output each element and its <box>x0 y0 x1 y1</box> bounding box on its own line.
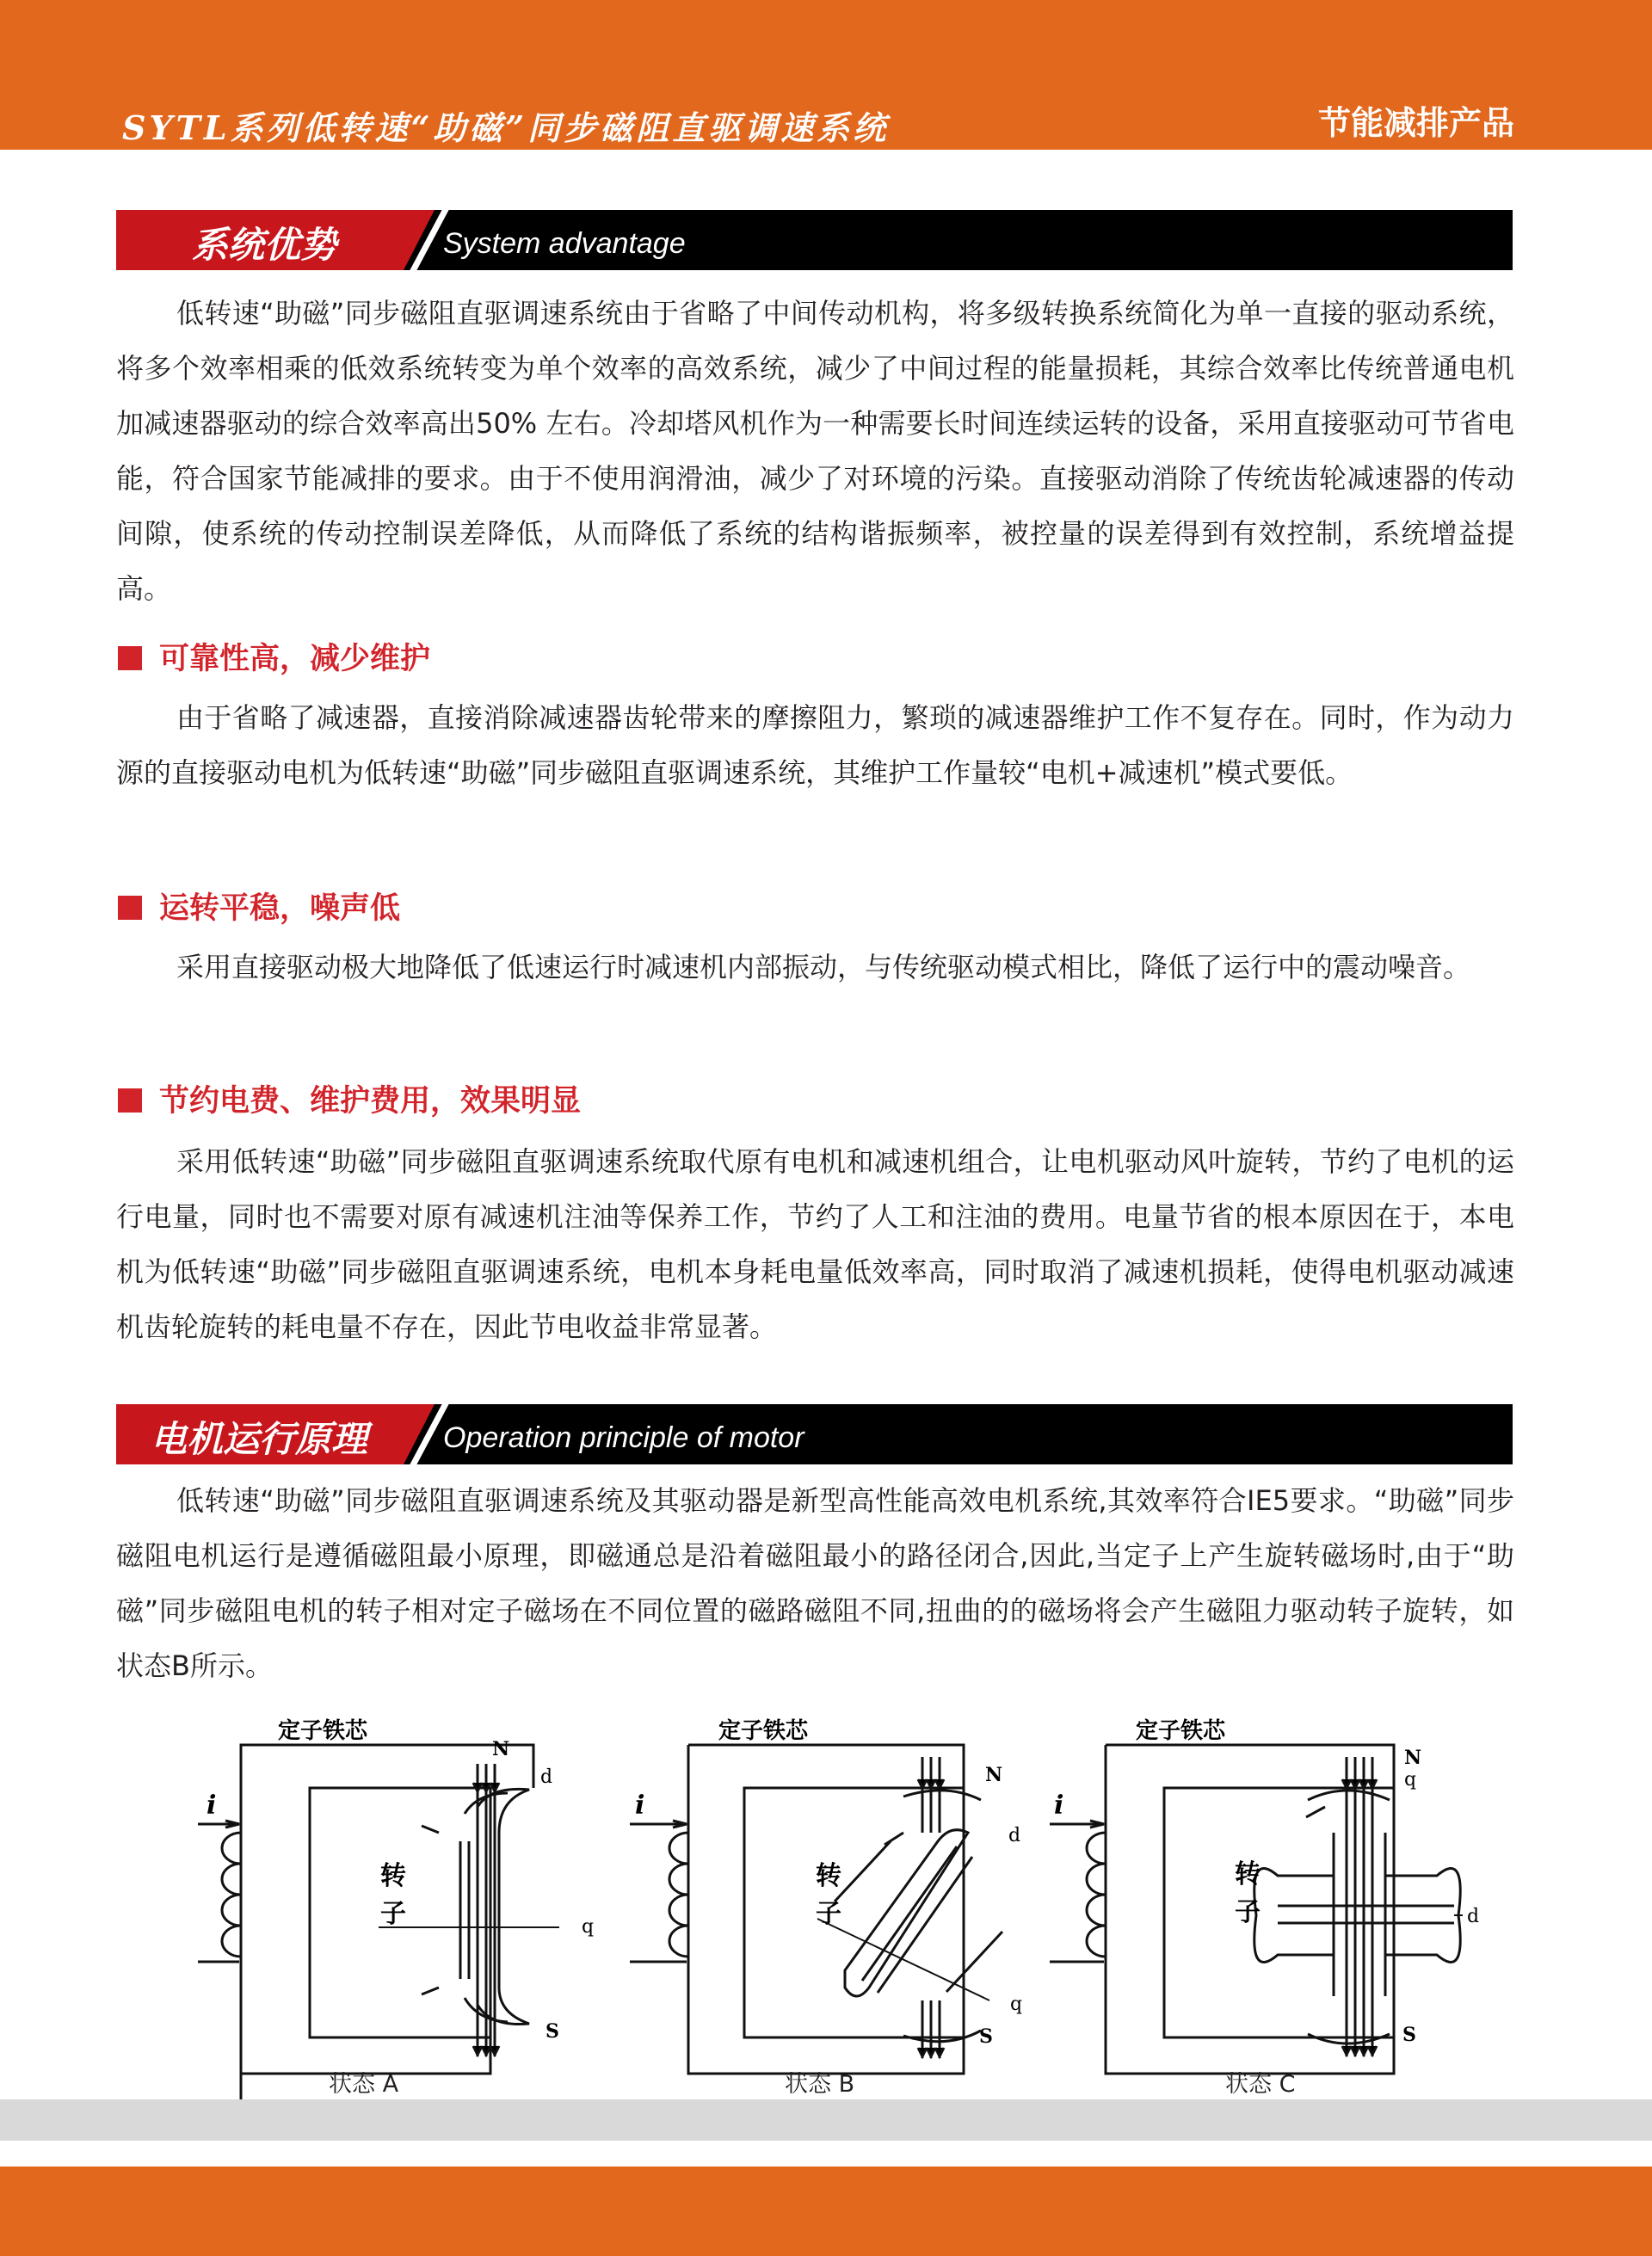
diagram-a-svg <box>181 1704 628 2108</box>
diagram-state-c <box>1050 1704 1497 2108</box>
stator-label: 定子铁芯 <box>1136 1718 1226 1744</box>
section-title-cn: 电机运行原理 <box>151 1418 368 1460</box>
diagram-state-b <box>620 1704 1067 2108</box>
header-title: SYTL系列低转速“助磁”同步磁阻直驱调速系统 <box>122 108 890 147</box>
diagram-b-svg <box>620 1704 1067 2108</box>
north-label: N <box>492 1738 510 1760</box>
bullet-square-icon <box>118 1088 142 1113</box>
diagram-state-a <box>181 1704 628 2108</box>
footer-orange-band <box>0 2167 1652 2256</box>
section-bar-advantage <box>116 210 1513 270</box>
q-axis-label: q <box>1010 1994 1023 2015</box>
north-label: N <box>985 1764 1003 1786</box>
south-label: S <box>1402 2024 1416 2046</box>
d-axis-label: d <box>1008 1825 1021 1846</box>
q-axis-label: q <box>582 1916 595 1938</box>
reliability-paragraph: 由于省略了减速器，直接消除减速器齿轮带来的摩擦阻力，繁琐的减速器维护工作不复存在。同时，作为动力源的直接驱动电机为低转速“助磁”同步磁阻直驱调速系统，其维护工作量较“电机+减速机”模式要低。 <box>116 701 1514 789</box>
south-label: S <box>546 2020 559 2043</box>
diagram-c-svg <box>1050 1704 1497 2108</box>
subheading-text: 运转平稳，噪声低 <box>159 891 401 926</box>
north-label: N <box>1404 1747 1422 1769</box>
bullet-square-icon <box>118 896 142 920</box>
d-axis-label: d <box>1467 1906 1480 1927</box>
caption-state-a: 状态 A <box>329 2071 399 2098</box>
section-title-en: System advantage <box>443 227 686 260</box>
subheading-savings <box>118 1077 581 1120</box>
subheading-reliability <box>118 635 430 678</box>
bullet-square-icon <box>118 646 142 670</box>
d-axis-label: d <box>540 1766 553 1788</box>
subheading-text: 可靠性高，减少维护 <box>159 642 431 676</box>
rotor-label-1: 转 <box>1235 1859 1261 1889</box>
rotor-label-2: 子 <box>816 1899 841 1929</box>
subheading-smooth <box>118 885 400 928</box>
current-label: i <box>206 1791 217 1821</box>
current-label: i <box>1054 1791 1064 1821</box>
section-title-cn: 系统优势 <box>192 224 337 266</box>
rotor-label-2: 子 <box>1235 1897 1261 1927</box>
rotor-label-2: 子 <box>380 1899 406 1929</box>
header-tag: 节能减排产品 <box>1317 104 1514 142</box>
intro-paragraph: 低转速“助磁”同步磁阻直驱调速系统由于省略了中间传动机构，将多级转换系统简化为单一直接的驱动系统，将多个效率相乘的低效系统转变为单个效率的高效系统，减少了中间过程的能量损耗，其综合效率比传统普通电机加减速器驱动的综合效率高出50% 左右。冷却塔风机作为一种需要长时间连续运转的设备，采用直接驱动可节省电能，符合国家节能减排的要求。由于不使用润滑油，减少了对环境的污染。直接驱动消除了传统齿轮减速器的传动间隙，使系统的传动控制误差降低，从而降低了系统的结构谐振频率，被控量的误差得到有效控制，系统增益提高。 <box>116 297 1514 605</box>
rotor-label-1: 转 <box>380 1861 406 1891</box>
south-label: S <box>979 2025 993 2048</box>
smooth-paragraph: 采用直接驱动极大地降低了低速运行时减速机内部振动，与传统驱动模式相比，降低了运行中的震动噪音。 <box>176 951 1471 983</box>
caption-state-c: 状态 C <box>1225 2071 1296 2098</box>
principle-paragraph: 低转速“助磁”同步磁阻直驱调速系统及其驱动器是新型高性能高效电机系统,其效率符合IE5要求。“助磁”同步磁阻电机运行是遵循磁阻最小原理，即磁通总是沿着磁阻最小的路径闭合,因此,当定子上产生旋转磁场时,由于“助磁”同步磁阻电机的转子相对定子磁场在不同位置的磁路磁阻不同,扭曲的的磁场将会产生磁阻力驱动转子旋转，如状态B所示。 <box>116 1484 1514 1682</box>
current-label: i <box>635 1791 645 1821</box>
rotor-label-1: 转 <box>816 1861 841 1891</box>
q-axis-label: q <box>1404 1769 1417 1791</box>
subheading-text: 节约电费、维护费用，效果明显 <box>159 1084 582 1119</box>
stator-label: 定子铁芯 <box>718 1718 809 1744</box>
footer-gray-band <box>0 2099 1652 2141</box>
savings-paragraph: 采用低转速“助磁”同步磁阻直驱调速系统取代原有电机和减速机组合，让电机驱动风叶旋转，节约了电机的运行电量，同时也不需要对原有减速机注油等保养工作，节约了人工和注油的费用。电量节省的根本原因在于，本电机为低转速“助磁”同步磁阻直驱调速系统，电机本身耗电量低效率高，同时取消了减速机损耗，使得电机驱动减速机齿轮旋转的耗电量不存在，因此节电收益非常显著。 <box>116 1145 1514 1343</box>
section-title-en: Operation principle of motor <box>443 1421 804 1454</box>
stator-label: 定子铁芯 <box>278 1718 368 1744</box>
caption-state-b: 状态 B <box>785 2071 855 2098</box>
section-bar-principle <box>116 1404 1513 1464</box>
